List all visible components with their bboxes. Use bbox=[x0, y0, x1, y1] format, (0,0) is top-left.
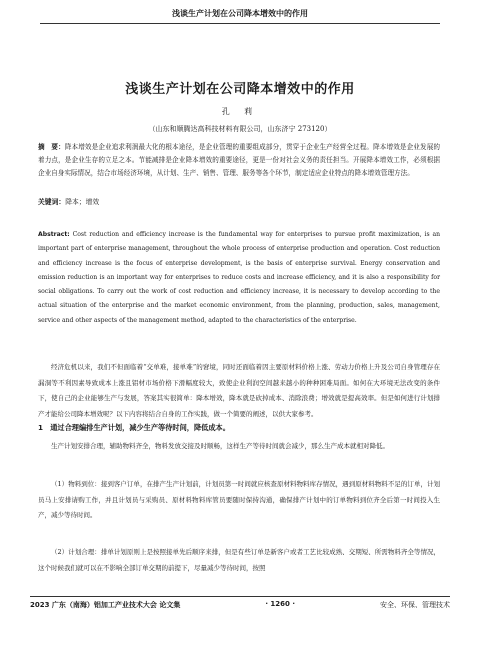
english-abstract bbox=[38, 228, 440, 328]
list-item-plan: （2）计划合理：排单计划原则上是按照接单先后顺序来排，但是有些订单是新客户或者工艺比较成熟、交期短、所需物料齐全等情况，这个时候我们就可以在不影响全部订单交期的前提下，尽量减少等待时间，按照 bbox=[38, 548, 440, 572]
footer-proceedings: 2023 广东（南海）铝加工产业技术大会 论文集 bbox=[30, 601, 181, 609]
keywords-text: 降本；增效 bbox=[65, 198, 100, 206]
chinese-keywords bbox=[38, 196, 440, 206]
abstract-label: 摘 要： bbox=[38, 143, 65, 151]
footer-divider bbox=[30, 596, 450, 597]
abstract-text: 降本增效是企业追求利润最大化的根本途径，是企业管理的重要组成部分，贯穿于企业生产经营全过程。降本增效是企业发展的着力点，是企业生存的立足之本。节能减排是企业降本增效的重要途径，更是一份对社会义务的责任担当。开展降本增效工作，必须根据企业自身实际情况，结合市场经济环境，从计划、生产、销售、管理、服务等各个环节，制定适应企业特点的降本增效管理方法。 bbox=[38, 143, 441, 177]
chinese-abstract bbox=[38, 141, 440, 180]
footer-section: 安全、环保、管理技术 bbox=[379, 601, 450, 609]
paper-title: 浅谈生产计划在公司降本增效中的作用 bbox=[125, 82, 355, 97]
affiliation: （山东和顺腾达高科技材料有限公司，山东济宁 273120） bbox=[148, 125, 332, 133]
section-heading: 1 通过合理编排生产计划，减少生产等待时间，降低成本。 bbox=[38, 423, 230, 432]
footer bbox=[30, 600, 450, 610]
section-paragraph: 生产计划安排合理，辅助物料齐全，物料发放交接及时顺畅，这样生产等待时间就会减少，那么生产成本就相对降低。 bbox=[51, 442, 389, 450]
list-item-material: （1）物料到位：接到客户订单，在排产生产计划前，计划员第一时间就应核查原材料物料库存情况，遇到原材料物料不足的订单，计划员马上安排请购工作，并且计划员与采购员、原材料物料库管员要随时保持沟通，确保排产计划中的订单物料到位齐全后第一时间投入生产，减少等待时间。 bbox=[38, 480, 440, 519]
author: 孔 莉 bbox=[221, 107, 259, 116]
running-head: 浅谈生产计划在公司降本增效中的作用 bbox=[40, 8, 440, 24]
intro-paragraph: 经济危机以来，我们不但面临着“交单难，接单难”的窘境，同时还面临着因主要原材料价格上涨、劳动力价格上升及公司自身管理存在漏洞等不利因素导致成本上涨且铝材市场价格下滑幅度较大，致使企业利润空间越来越小的种种困难局面。如何在大环境无法改变的条件下，使自己的企业能够生产与发展，答案其实很简单：降本增效，降本就是砍掉成本、消除浪费；增效就是提高效率。但是如何进行计划排产才能给公司降本增效呢？以下内容将结合自身的工作实践，做一个简要的阐述，以供大家参考。 bbox=[38, 363, 440, 418]
keywords-label: 关键词： bbox=[38, 198, 66, 206]
english-abstract-text: Cost reduction and efficiency increase is the fundamental way for enterprises to pursue profit maximization, is an important part of enterprise management, throughout the whole process of enterprise production and operation. Cost reduction and efficiency increase is the focus of enterprise development, is the basis of enterprise survival. Energy conservation and emission reduction is an important way for enterprises to reduce costs and increase efficiency, and it is also a responsibility for social obligations. To carry out the work of cost reduction and efficiency increase, it is necessary to develop according to the actual situation of the enterprise and the market economic environment, from the planning, production, sales, management, service and other aspects of the management method, adapted to the characteristics of the enterprise. bbox=[38, 231, 440, 324]
page-number: · 1260 · bbox=[265, 600, 296, 608]
english-abstract-label: Abstract: bbox=[38, 231, 70, 238]
